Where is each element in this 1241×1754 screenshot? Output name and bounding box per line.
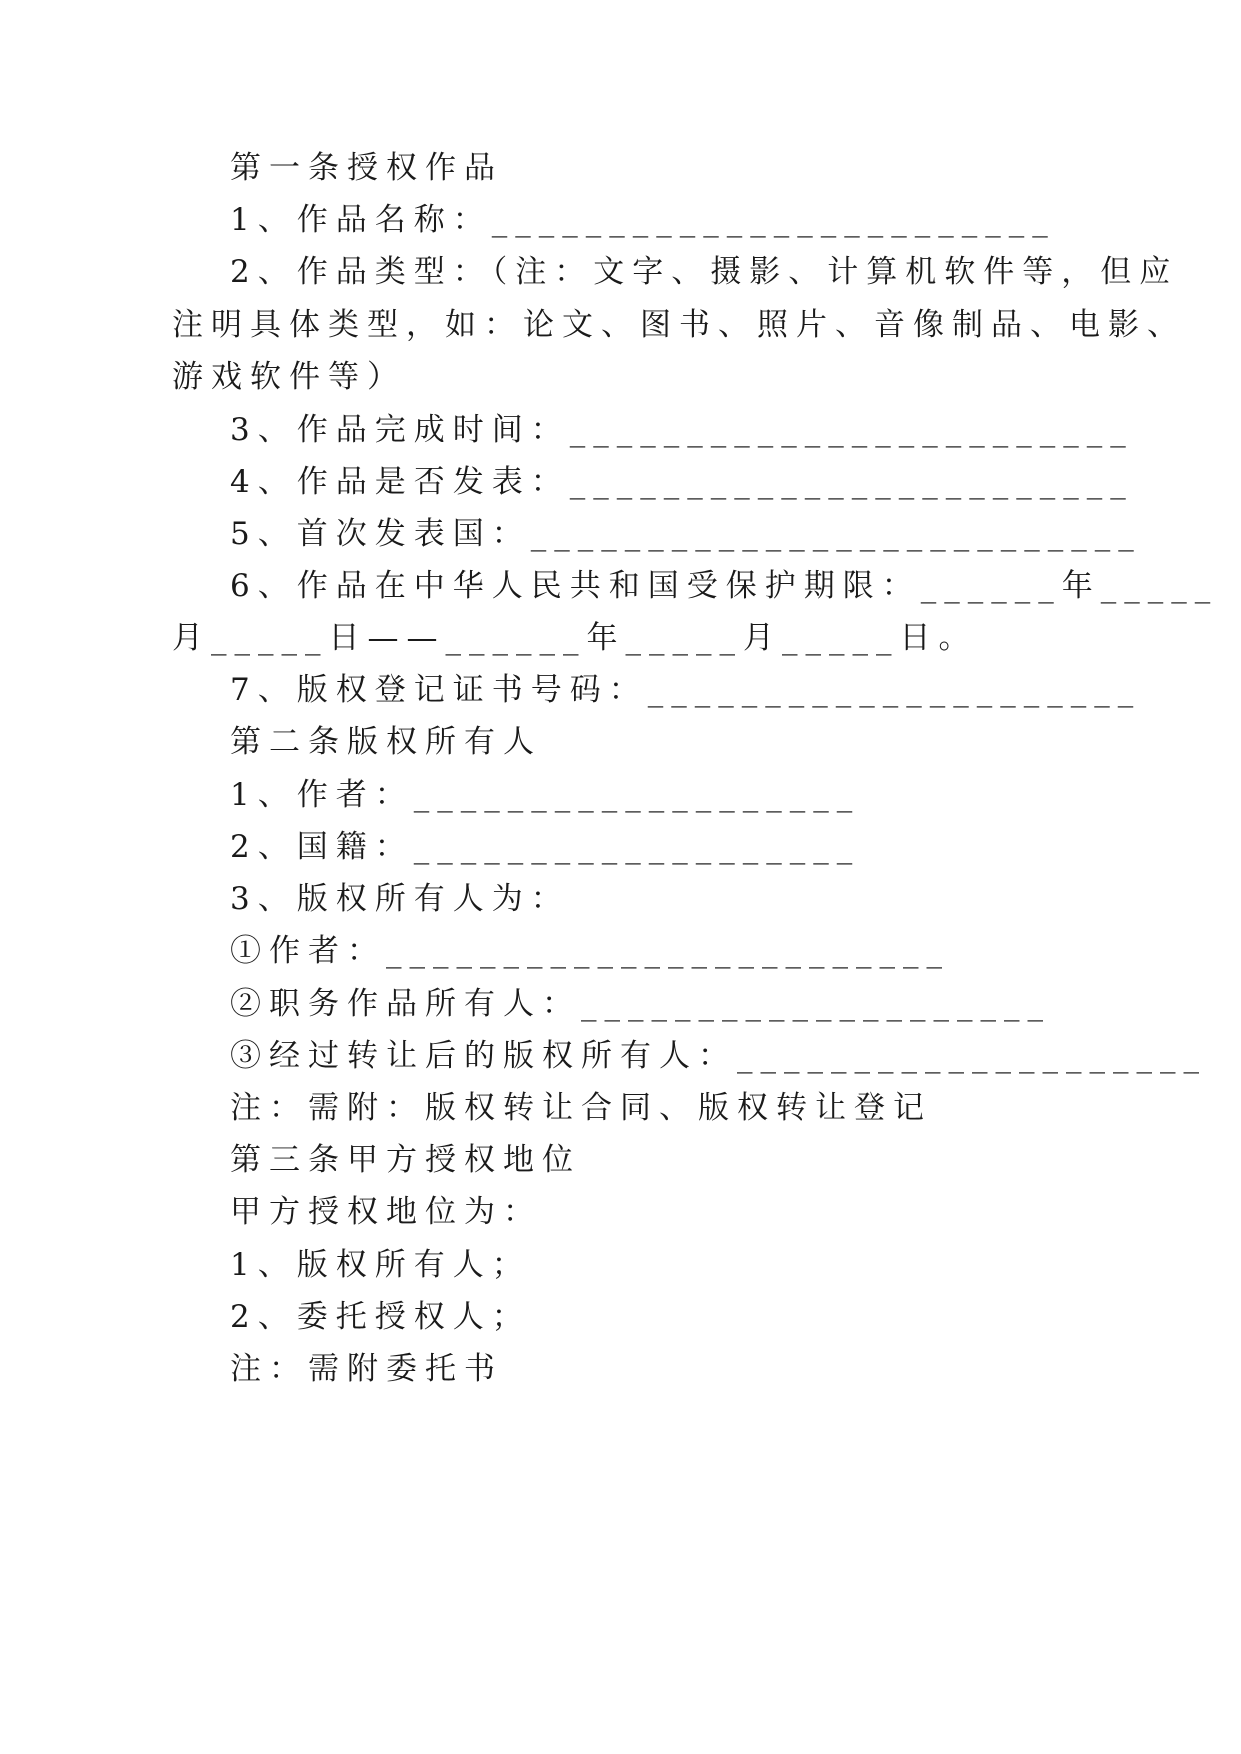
nationality-field: 2、国籍：___________________ [230, 829, 861, 865]
completion-date-field: 3、作品完成时间：________________________ [230, 412, 1134, 448]
status-option-agent: 2、委托授权人； [230, 1299, 531, 1335]
article-1-heading: 第一条授权作品 [230, 150, 503, 186]
first-publication-country-field: 5、首次发表国：__________________________ [230, 516, 1142, 552]
status-option-owner: 1、版权所有人； [230, 1247, 531, 1283]
work-type-line-1: 2、作品类型：（注：文字、摄影、计算机软件等，但应 [230, 254, 1179, 290]
author-field: 1、作者：___________________ [230, 777, 861, 813]
article-3-heading: 第三条甲方授权地位 [230, 1142, 581, 1178]
owner-transferee-field: ③经过转让后的版权所有人：____________________ [230, 1038, 1207, 1074]
protection-term-line-1: 6、作品在中华人民共和国受保护期限：______年_____ [230, 568, 1219, 604]
published-field: 4、作品是否发表：________________________ [230, 464, 1134, 500]
protection-term-line-2: 月_____日——______年_____月_____日。 [172, 620, 978, 656]
copyright-owner-label: 3、版权所有人为： [230, 881, 570, 917]
article-2-heading: 第二条版权所有人 [230, 724, 542, 760]
owner-employer-field: ②职务作品所有人：____________________ [230, 986, 1051, 1022]
work-type-line-3: 游戏软件等） [172, 359, 406, 395]
article-3-note: 注：需附委托书 [230, 1351, 503, 1387]
work-name-field: 1、作品名称：________________________ [230, 202, 1056, 238]
owner-author-field: ①作者：________________________ [230, 933, 950, 969]
work-type-line-2: 注明具体类型，如：论文、图书、照片、音像制品、电影、 [172, 307, 1186, 343]
article-2-note: 注：需附：版权转让合同、版权转让登记 [230, 1090, 932, 1126]
registration-number-field: 7、版权登记证书号码：_____________________ [230, 672, 1142, 708]
authorization-status-intro: 甲方授权地位为： [230, 1194, 542, 1230]
